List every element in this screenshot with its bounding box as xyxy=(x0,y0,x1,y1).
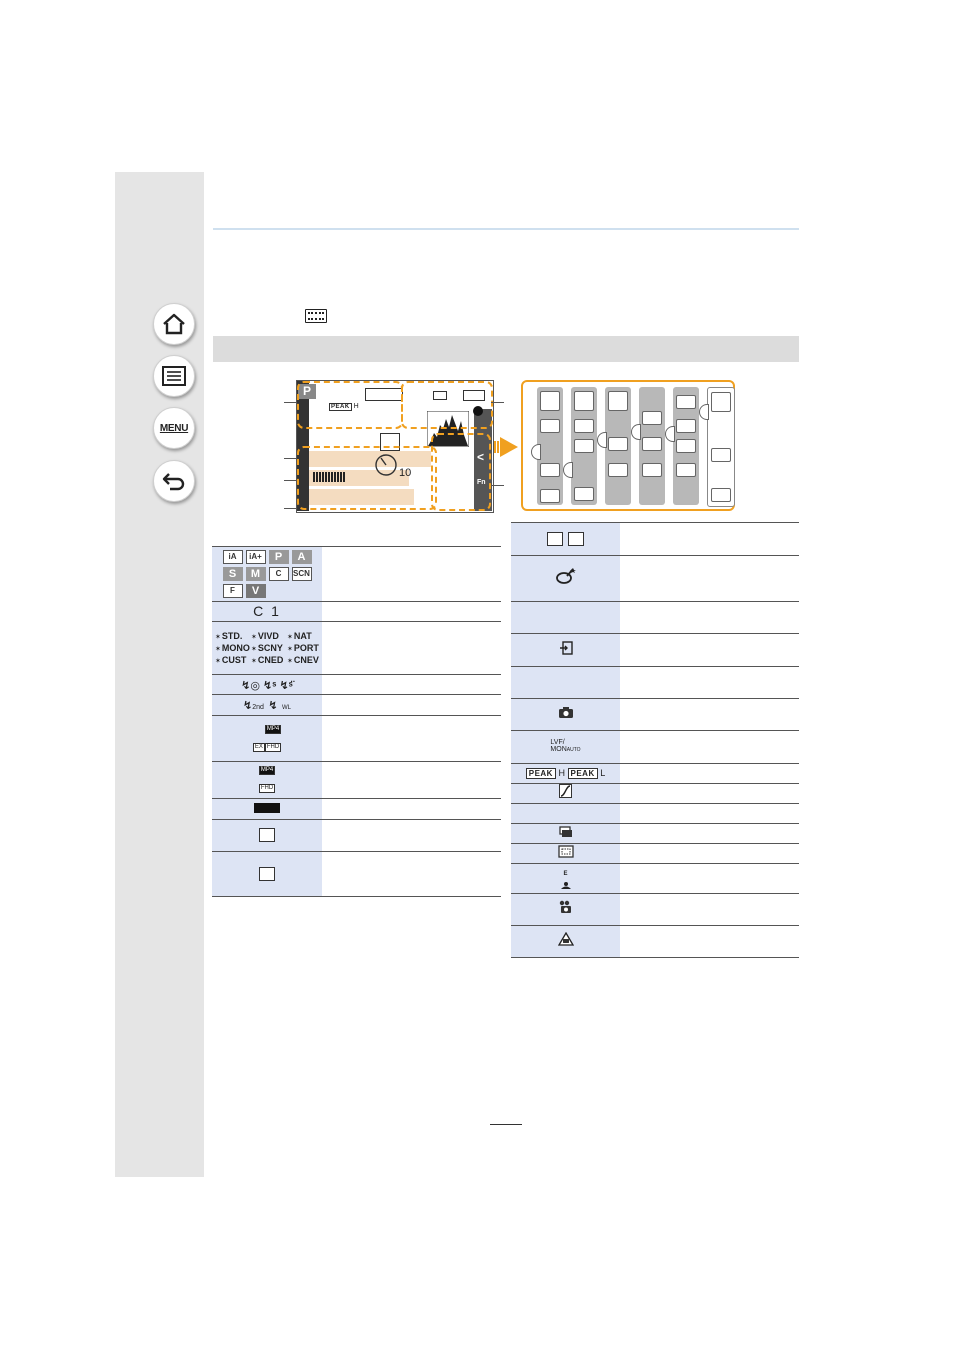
page-number-underline xyxy=(490,1124,522,1125)
mode-ia-plus-icon: iA+ xyxy=(246,550,266,564)
overlay-icon xyxy=(559,826,573,838)
flash-2nd-label: 2nd xyxy=(252,704,264,711)
style-monochrome-icon: ✶ MONO xyxy=(215,643,247,653)
video-camera-icon xyxy=(557,900,575,914)
quality-icon xyxy=(259,867,275,881)
style-vivid-icon: ✶ VIVD xyxy=(251,631,283,641)
tab-nub-1[interactable] xyxy=(531,444,541,460)
mp4-badge-2: MP4 xyxy=(260,767,274,774)
table-row xyxy=(212,547,501,602)
description-cell xyxy=(322,547,501,602)
tab-column-5[interactable] xyxy=(673,387,699,505)
lvf-mon-icon xyxy=(550,739,580,754)
screen-mode-indicator: P xyxy=(298,384,316,399)
tab-column-2[interactable] xyxy=(571,387,597,505)
tab-column-4[interactable] xyxy=(639,387,665,505)
mode-ia-icon: iA xyxy=(223,550,243,564)
movie-quality-icon xyxy=(212,762,322,799)
screen-diagram xyxy=(296,380,494,513)
right-arrow-icon xyxy=(500,437,518,457)
tab-nub-3[interactable] xyxy=(597,432,607,448)
e-label: E xyxy=(563,871,568,877)
screen-timer-value: 10 xyxy=(399,467,412,479)
style-standard-icon: ✶ STD. xyxy=(215,631,247,641)
touch-tab-panel xyxy=(521,380,735,511)
table-row xyxy=(212,852,501,897)
table-row xyxy=(511,634,799,667)
mode-filter-icon: F xyxy=(223,584,243,598)
tab-column-6[interactable] xyxy=(707,387,735,507)
table-row xyxy=(511,844,799,864)
screen-side-tab-arrow[interactable]: < xyxy=(477,450,485,464)
table-row xyxy=(511,731,799,764)
right-icon-table xyxy=(511,522,799,958)
back-button[interactable] xyxy=(153,460,195,502)
table-row xyxy=(511,804,799,824)
peak-l-level: L xyxy=(600,768,606,778)
screen-peak-level: H xyxy=(353,403,359,410)
style-natural-icon: ✶ NAT xyxy=(287,631,319,641)
menu-label: MENU xyxy=(159,422,189,434)
callout-group-top-left xyxy=(297,381,403,429)
screen-peak-badge: PEAK xyxy=(331,404,350,410)
mode-p-icon: P xyxy=(269,550,289,564)
picture-size-icon xyxy=(259,828,275,842)
flash-wireless-label: WL xyxy=(282,705,292,711)
style-scenery-icon: ✶ SCNY xyxy=(251,643,283,653)
movie-format-icon xyxy=(212,716,322,762)
camera-icon xyxy=(558,706,574,719)
table-row xyxy=(212,675,501,695)
lvf-label: LVF/ xyxy=(550,738,565,746)
table-row xyxy=(511,556,799,602)
callout-line-2 xyxy=(284,458,297,459)
style-portrait-icon: ✶ PORT xyxy=(287,643,319,653)
table-row xyxy=(212,695,501,716)
mode-s-icon: S xyxy=(223,567,243,581)
peaking-icons xyxy=(511,764,620,784)
tab-nub-4[interactable] xyxy=(631,424,641,440)
home-button[interactable] xyxy=(153,303,195,345)
style-custom-icon: ✶ CUST xyxy=(215,655,247,665)
mp4-badge: MP4 xyxy=(266,725,280,732)
mon-label: MON xyxy=(550,746,567,753)
peak-l-badge: PEAK xyxy=(568,768,598,779)
callout-line-6 xyxy=(491,485,504,486)
table-row xyxy=(212,820,501,852)
section-heading-bar xyxy=(213,336,799,362)
monitor-info-icon xyxy=(305,309,327,323)
custom-set-label: C 1 xyxy=(253,602,281,619)
screen-fn-tab[interactable]: Fn xyxy=(477,479,486,486)
mode-custom-icon: C xyxy=(269,567,289,581)
warning-icon xyxy=(558,932,574,946)
callout-line-1 xyxy=(284,402,297,403)
flash-sync-icons xyxy=(212,695,322,716)
ex-badge: EX xyxy=(254,743,263,750)
recording-mode-icons xyxy=(223,550,312,598)
callout-group-top-right xyxy=(401,381,493,429)
table-row xyxy=(511,893,799,925)
flash-2nd-icon: ↯ xyxy=(242,700,253,712)
left-icon-table xyxy=(212,546,501,897)
callout-line-4 xyxy=(284,508,297,509)
mode-video-icon: V xyxy=(246,584,266,598)
photo-style-icons xyxy=(215,631,319,665)
copy-icon xyxy=(559,641,573,655)
table-row xyxy=(511,699,799,731)
icon-cell xyxy=(212,547,322,602)
callout-line-5 xyxy=(491,402,504,403)
callout-group-bottom-left xyxy=(297,446,437,510)
table-row xyxy=(212,602,501,622)
tab-nub-2[interactable] xyxy=(563,462,573,478)
table-row xyxy=(511,667,799,699)
table-row xyxy=(212,762,501,799)
mode-a-icon: A xyxy=(292,550,312,564)
table-row xyxy=(511,925,799,957)
mode-m-icon: M xyxy=(246,567,266,581)
style-cinelike-v-icon: ✶ CNEV xyxy=(287,655,319,665)
home-icon xyxy=(162,313,186,335)
table-row xyxy=(511,602,799,634)
table-row xyxy=(511,523,799,556)
aspect-bar-icon xyxy=(254,803,280,813)
flash-mode-icons: ↯◎ ↯ˢ ↯ˢ̈ xyxy=(241,679,293,692)
table-row xyxy=(511,784,799,804)
table-row xyxy=(212,716,501,762)
tab-column-3[interactable] xyxy=(605,387,631,505)
peak-h-level: H xyxy=(558,768,565,778)
fhd-badge-2: FHD xyxy=(260,785,274,792)
mode-scene-icon: SCN xyxy=(292,567,312,581)
table-row xyxy=(511,864,799,894)
person-icon xyxy=(560,882,572,889)
return-icon xyxy=(162,471,186,491)
callout-group-bottom-right xyxy=(431,433,491,511)
table-row xyxy=(212,622,501,675)
flash-wireless-icon: ↯ xyxy=(268,700,278,712)
fhd-badge: FHD xyxy=(266,743,280,750)
menu-button[interactable] xyxy=(153,407,195,449)
list-icon xyxy=(162,366,186,386)
tab-nub-6[interactable] xyxy=(699,404,709,420)
auto-label: AUTO xyxy=(566,747,581,753)
callout-line-3 xyxy=(284,480,297,481)
table-row xyxy=(511,764,799,784)
frame-marker-icon xyxy=(558,845,574,858)
contents-button[interactable] xyxy=(153,355,195,397)
header-rule xyxy=(213,228,799,230)
peak-h-badge: PEAK xyxy=(526,768,556,779)
tab-nub-5[interactable] xyxy=(665,426,675,442)
style-cinelike-d-icon: ✶ CNED xyxy=(251,655,283,665)
table-row xyxy=(511,824,799,844)
card-slot-1-icon xyxy=(547,532,563,546)
table-row xyxy=(212,799,501,820)
card-slot-2-icon xyxy=(568,532,584,546)
creative-control-icon xyxy=(555,567,577,585)
curve-icon xyxy=(559,784,572,798)
